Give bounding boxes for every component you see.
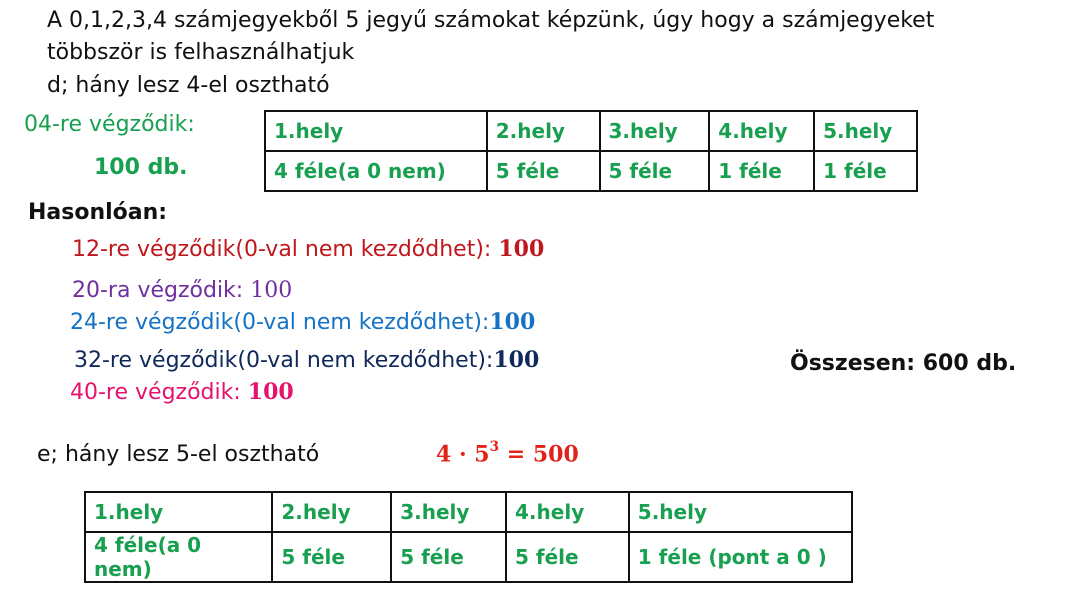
table-header-cell: 1.hely (265, 111, 487, 151)
formula-result: = 500 (499, 441, 579, 468)
table-cell: 1 féle (pont a 0 ) (629, 532, 852, 582)
formula-exponent: 3 (489, 438, 500, 455)
case-40-label: 40-re végződik: (70, 380, 248, 405)
case-40 (70, 379, 294, 405)
table-cell: 5 féle (272, 532, 391, 582)
case-32-label: 32-re végződik(0-val nem kezdődhet): (74, 348, 494, 373)
case-04-label: 04-re végződik: (24, 112, 195, 137)
table-row (85, 532, 852, 582)
table-header-cell: 4.hely (506, 492, 629, 532)
table-cell: 4 féle(a 0 nem) (85, 532, 272, 582)
case-12-value: 100 (498, 236, 545, 262)
case-04-count: 100 db. (94, 155, 188, 180)
table-header-cell: 3.hely (600, 111, 710, 151)
case-24-value: 100 (489, 309, 536, 335)
table-divisible-by-4 (264, 110, 918, 192)
table-header-cell: 3.hely (391, 492, 506, 532)
table-header-cell: 4.hely (709, 111, 814, 151)
case-32 (74, 347, 539, 373)
table-cell: 4 féle(a 0 nem) (265, 151, 487, 191)
intro-line-1: A 0,1,2,3,4 számjegyekből 5 jegyű számokat képzünk, úgy hogy a számjegyeket (47, 8, 935, 33)
part-e-question: e; hány lesz 5-el osztható (37, 442, 320, 467)
table-row (265, 151, 917, 191)
case-32-value: 100 (493, 347, 540, 373)
table-header-cell: 2.hely (272, 492, 391, 532)
table-cell: 1 féle (814, 151, 917, 191)
part-e-formula (436, 438, 579, 468)
total-count: Összesen: 600 db. (790, 351, 1017, 376)
intro-line-2: többször is felhasználhatjuk (47, 40, 355, 65)
case-12-label: 12-re végződik(0-val nem kezdődhet): (72, 237, 499, 262)
table-cell: 5 féle (487, 151, 600, 191)
case-24 (70, 309, 535, 335)
table-header-row (265, 111, 917, 151)
table-header-cell: 5.hely (629, 492, 852, 532)
table-cell: 1 féle (709, 151, 814, 191)
table-header-cell: 5.hely (814, 111, 917, 151)
formula-base: 4 · 5 (436, 441, 490, 468)
case-20-value: 100 (250, 278, 293, 303)
case-12 (72, 236, 544, 262)
table-cell: 5 féle (506, 532, 629, 582)
table-header-cell: 2.hely (487, 111, 600, 151)
table-header-row (85, 492, 852, 532)
table-cell: 5 féle (600, 151, 710, 191)
case-24-label: 24-re végződik(0-val nem kezdődhet): (70, 310, 490, 335)
table-cell: 5 féle (391, 532, 506, 582)
similarly-heading: Hasonlóan: (28, 200, 168, 225)
table-header-cell: 1.hely (85, 492, 272, 532)
case-20-label: 20-ra végződik: (72, 278, 251, 303)
part-d-question: d; hány lesz 4-el osztható (47, 73, 330, 98)
case-20 (72, 278, 292, 303)
case-40-value: 100 (247, 379, 294, 405)
table-divisible-by-5 (84, 491, 853, 583)
